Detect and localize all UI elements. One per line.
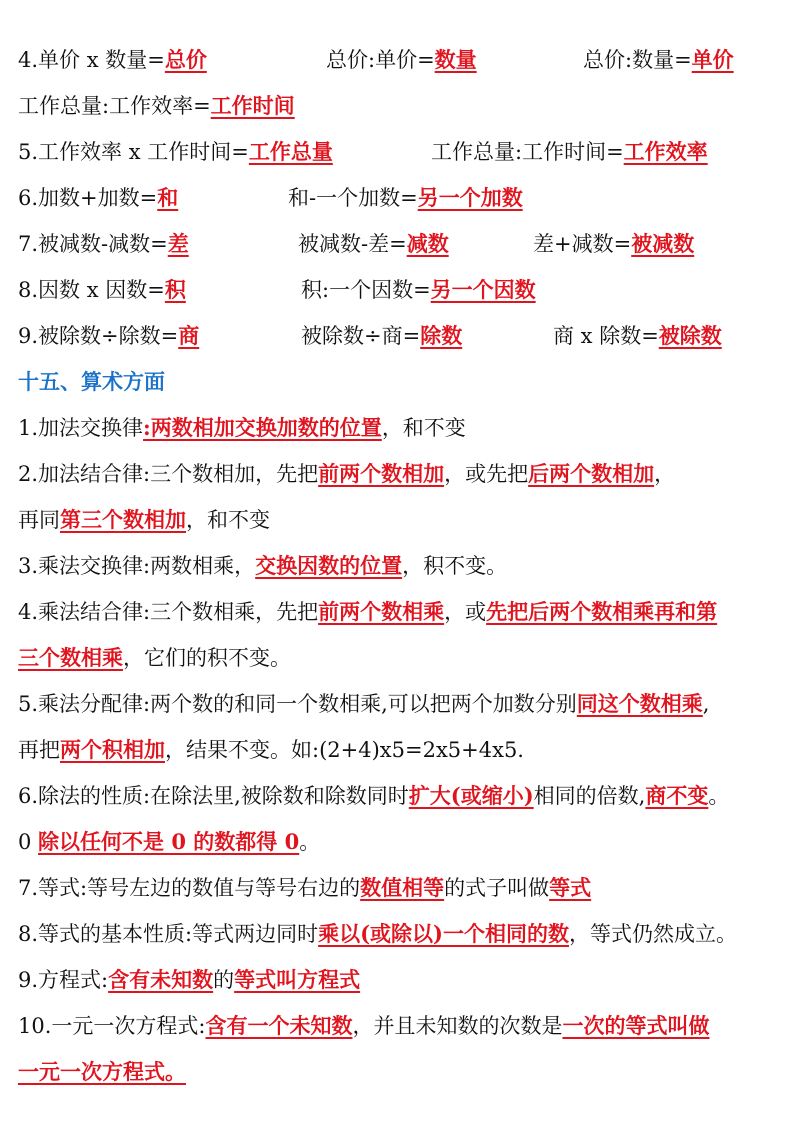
formula-column <box>18 776 729 816</box>
text-line <box>18 684 798 724</box>
plain-text: 总价:单价= <box>326 48 435 72</box>
highlighted-answer: 含有一个未知数 <box>205 1013 353 1038</box>
formula-column <box>18 1052 186 1092</box>
highlighted-answer: 前两个数相乘 <box>318 599 445 624</box>
plain-text: ，积不变。 <box>402 554 508 578</box>
highlighted-answer: 等式 <box>549 875 592 900</box>
plain-text: 5.工作效率 x 工作时间= <box>18 140 249 164</box>
formula-column <box>18 86 295 126</box>
highlighted-answer: 被减数 <box>631 231 695 256</box>
text-line <box>18 822 798 862</box>
plain-text: 7.等式:等号左边的数值与等号右边的 <box>18 876 361 900</box>
highlighted-answer: 除以任何不是 0 的数都得 0 <box>38 829 300 854</box>
formula-column <box>301 316 462 356</box>
text-line <box>18 132 798 172</box>
plain-text: 9.方程式: <box>18 968 109 992</box>
plain-text: , <box>702 692 710 716</box>
plain-text: 10.一元一次方程式: <box>18 1014 206 1038</box>
formula-column <box>18 454 675 494</box>
formula-column <box>553 316 722 356</box>
plain-text: 被减数-差= <box>298 232 407 256</box>
highlighted-answer: 含有未知数 <box>108 967 214 992</box>
highlighted-answer: 后两个数相加 <box>528 461 655 486</box>
text-line <box>18 1052 798 1092</box>
highlighted-answer: 差 <box>167 231 189 256</box>
formula-column <box>18 316 199 356</box>
text-line <box>18 316 798 356</box>
plain-text: ， <box>654 462 676 486</box>
plain-text: 8.等式的基本性质:等式两边同时 <box>18 922 319 946</box>
highlighted-answer: 被除数 <box>658 323 722 348</box>
plain-text: 7.被减数-减数= <box>18 232 168 256</box>
plain-text: ，它们的积不变。 <box>123 646 291 670</box>
highlighted-answer: 单价 <box>691 47 734 72</box>
highlighted-answer: 另一个加数 <box>417 185 523 210</box>
plain-text: 9.被除数÷除数= <box>18 324 179 348</box>
highlighted-answer: 一次的等式叫做 <box>562 1013 710 1038</box>
plain-text: 4.单价 x 数量= <box>18 48 165 72</box>
plain-text: 再同 <box>18 508 60 532</box>
text-line <box>18 178 798 218</box>
plain-text: 总价:数量= <box>583 48 692 72</box>
plain-text: 商 x 除数= <box>553 324 659 348</box>
formula-column <box>18 960 360 1000</box>
plain-text: ，结果不变。如:(2+4)x5=2x5+4x5. <box>165 738 524 762</box>
highlighted-answer: 交换因数的位置 <box>255 553 403 578</box>
formula-column <box>301 270 536 310</box>
highlighted-answer: 前两个数相加 <box>318 461 445 486</box>
formula-column <box>18 270 186 310</box>
plain-text: 5.乘法分配律:两个数的和同一个数相乘,可以把两个加数分别 <box>18 692 577 716</box>
formula-column <box>18 40 207 80</box>
plain-text: 再把 <box>18 738 60 762</box>
plain-text: 4.乘法结合律:三个数相乘，先把 <box>18 600 319 624</box>
text-line <box>18 776 798 816</box>
formula-column <box>18 914 737 954</box>
highlighted-answer: 除数 <box>420 323 463 348</box>
text-line <box>18 730 798 770</box>
text-line <box>18 592 798 632</box>
section-heading <box>18 362 798 402</box>
text-line <box>18 270 798 310</box>
formula-column <box>18 868 591 908</box>
highlighted-answer: 工作总量 <box>248 139 333 164</box>
formula-column <box>431 132 708 172</box>
formula-column <box>18 132 333 172</box>
formula-column <box>18 638 291 678</box>
plain-text: 2.加法结合律:三个数相加，先把 <box>18 462 319 486</box>
plain-text: 3.乘法交换律:两数相乘， <box>18 554 256 578</box>
highlighted-answer: 扩大(或缩小) <box>408 783 534 808</box>
highlighted-answer: 三个数相乘 <box>18 645 123 670</box>
text-line <box>18 638 798 678</box>
text-line <box>18 500 798 540</box>
highlighted-answer: 数量 <box>434 47 477 72</box>
plain-text: ，和不变 <box>186 508 270 532</box>
formula-column <box>18 684 709 724</box>
text-line <box>18 546 798 586</box>
formula-column <box>298 224 449 264</box>
formula-column <box>533 224 694 264</box>
plain-text: 工作总量:工作时间= <box>431 140 624 164</box>
plain-text: 0 <box>18 830 39 854</box>
plain-text: 积:一个因数= <box>301 278 431 302</box>
highlighted-answer: 工作效率 <box>623 139 708 164</box>
text-line <box>18 960 798 1000</box>
plain-text: 被除数÷商= <box>301 324 421 348</box>
plain-text: ，等式仍然成立。 <box>569 922 737 946</box>
formula-column <box>18 1006 709 1046</box>
plain-text: ，或 <box>444 600 487 624</box>
text-line <box>18 868 798 908</box>
highlighted-answer: 和 <box>157 185 179 210</box>
plain-text: 工作总量:工作效率= <box>18 94 211 118</box>
formula-column <box>18 592 717 632</box>
plain-text: 1.加法交换律 <box>18 416 144 440</box>
plain-text: 的式子叫做 <box>444 876 550 900</box>
plain-text: 6.除法的性质:在除法里,被除数和除数同时 <box>18 784 409 808</box>
formula-column <box>18 408 466 448</box>
highlighted-answer: 积 <box>164 277 186 302</box>
plain-text: 的 <box>213 968 235 992</box>
highlighted-answer: 同这个数相乘 <box>576 691 703 716</box>
formula-column <box>326 40 477 80</box>
text-line <box>18 40 798 80</box>
text-line <box>18 454 798 494</box>
highlighted-answer: 数值相等 <box>360 875 445 900</box>
highlighted-answer: :两数相加交换加数的位置 <box>143 415 382 440</box>
highlighted-answer: 总价 <box>164 47 207 72</box>
highlighted-answer: 两个积相加 <box>60 737 165 762</box>
plain-text: ，并且未知数的次数是 <box>352 1014 563 1038</box>
plain-text: 8.因数 x 因数= <box>18 278 165 302</box>
formula-column <box>288 178 523 218</box>
formula-column <box>18 500 270 540</box>
plain-text: 相同的倍数, <box>533 784 646 808</box>
text-line <box>18 914 798 954</box>
highlighted-answer: 减数 <box>406 231 449 256</box>
text-line <box>18 408 798 448</box>
formula-column <box>18 730 524 770</box>
plain-text: 差+减数= <box>533 232 632 256</box>
highlighted-answer: 另一个因数 <box>430 277 536 302</box>
formula-column <box>18 822 320 862</box>
plain-text: ，或先把 <box>444 462 529 486</box>
highlighted-answer: 第三个数相加 <box>60 507 186 532</box>
formula-column <box>583 40 734 80</box>
formula-column <box>18 224 189 264</box>
highlighted-answer: 一元一次方程式。 <box>18 1059 186 1084</box>
plain-text: 。 <box>299 830 321 854</box>
formula-column <box>18 178 178 218</box>
plain-text: 。 <box>708 784 730 808</box>
highlighted-answer: 商 <box>178 323 200 348</box>
highlighted-answer: 等式叫方程式 <box>234 967 361 992</box>
plain-text: ，和不变 <box>381 416 466 440</box>
text-line <box>18 86 798 126</box>
highlighted-answer: 乘以(或除以)一个相同的数 <box>318 921 569 946</box>
plain-text: 和-一个加数= <box>288 186 418 210</box>
plain-text: 6.加数+加数= <box>18 186 158 210</box>
highlighted-answer: 工作时间 <box>210 93 295 118</box>
highlighted-answer: 商不变 <box>645 783 709 808</box>
text-line <box>18 1006 798 1046</box>
formula-column <box>18 362 165 402</box>
highlighted-answer: 先把后两个数相乘再和第 <box>486 599 718 624</box>
formula-column <box>18 546 507 586</box>
section-heading-text: 十五、算术方面 <box>18 369 165 394</box>
text-line <box>18 224 798 264</box>
